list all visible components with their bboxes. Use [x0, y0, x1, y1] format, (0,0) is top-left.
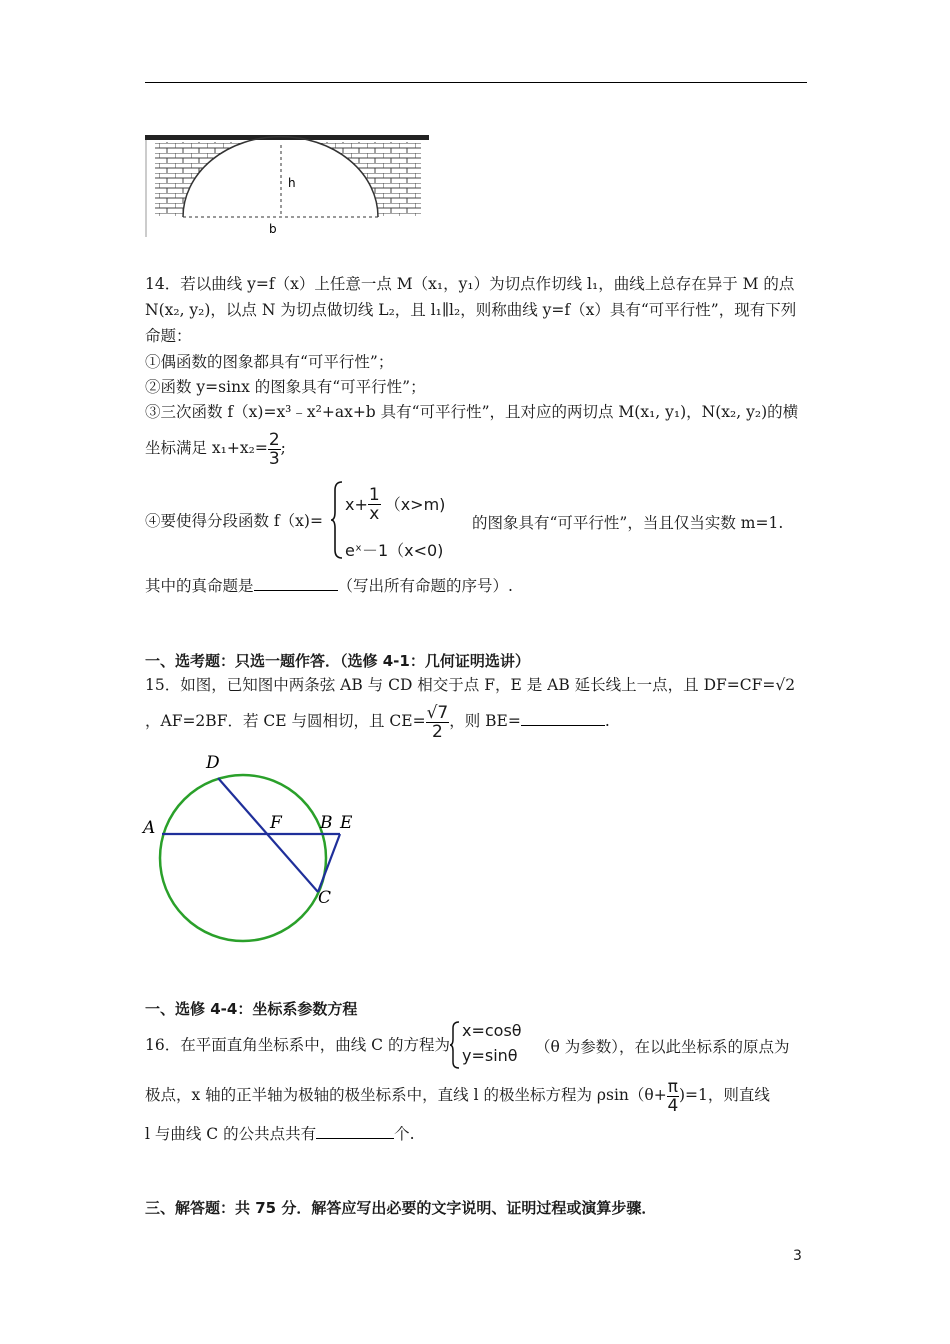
label-b: B: [320, 813, 333, 833]
q15-line-1: 15．如图，已知图中两条弦 AB 与 CD 相交于点 F，E 是 AB 延长线上一点，且 DF=CF=√2: [145, 676, 796, 694]
q14-item-3: ③三次函数 f（x)=x³﹣x²+ax+b 具有“可平行性”，且对应的两切点 M(x₁, y₁)，N(x₂, y₂)的横: [145, 403, 799, 421]
section-3-heading: 三、解答题：共 75 分．解答应写出必要的文字说明、证明过程或演算步骤．: [145, 1199, 657, 1217]
fraction-two-thirds: $\frac{2}{3}$: [268, 429, 280, 469]
section-4-4-heading: 一、选修 4-4：坐标系参数方程: [145, 1000, 358, 1018]
q14-item-3-cont-text: 坐标满足 x₁+x₂=: [145, 439, 268, 457]
q16-line-3: l 与曲线 C 的公共点共有 个.: [145, 1125, 415, 1143]
fraction-pi-over-4: $\frac{\pi}{4}$: [667, 1076, 679, 1116]
q16-line-1-post: （θ 为参数），在以此坐标系的原点为: [535, 1038, 790, 1056]
fraction-sqrt7-over-2: $\frac{√7}{2}$: [426, 702, 449, 742]
q16-line-2: 极点，x 轴的正半轴为极轴的极坐标系中，直线 l 的极坐标方程为 ρsin（θ+ $\frac{\pi}{4}$ )=1，则直线: [145, 1076, 770, 1116]
q14-item-4-pre: ④要使得分段函数 f（x)=: [145, 512, 323, 530]
circle: [160, 775, 326, 941]
q14-ask: 其中的真命题是 （写出所有命题的序号）.: [145, 577, 513, 595]
q16-line-1-pre: 16．在平面直角坐标系中，曲线 C 的方程为: [145, 1036, 450, 1054]
q14-item-2: ②函数 y=sinx 的图象具有“可平行性”；: [145, 378, 426, 396]
q16-answer-blank: [316, 1124, 394, 1139]
label-a: A: [143, 818, 156, 838]
q14-line-1: 14．若以曲线 y=f（x）上任意一点 M（x₁，y₁）为切点作切线 l₁，曲线上总存在异于 M 的点: [145, 275, 795, 293]
arch-figure: [143, 133, 433, 239]
label-f: F: [270, 813, 282, 833]
arch-label-b: b: [269, 222, 277, 236]
piece-2: eˣ－1（x<0): [345, 541, 444, 560]
header-rule: [145, 82, 807, 83]
q14-item-4-post: 的图象具有“可平行性”，当且仅当实数 m=1.: [472, 514, 784, 532]
q14-item-1: ①偶函数的图象都具有“可平行性”；: [145, 353, 394, 371]
param-brace: [449, 1020, 461, 1070]
label-d: D: [206, 753, 220, 773]
q15-answer-blank: [521, 711, 605, 726]
param-eq-x: x=cosθ: [462, 1021, 522, 1040]
arch-label-h: h: [288, 176, 296, 190]
page-number: 3: [793, 1248, 802, 1264]
piece-1: x+ $\frac{1}{x}$ （x>m): [345, 485, 446, 524]
section-4-1-heading: 一、选考题：只选一题作答．（选修 4-1：几何证明选讲）: [145, 652, 530, 670]
q14-answer-blank: [254, 576, 338, 591]
piecewise-brace: [330, 480, 344, 560]
q14-line-2: N(x₂, y₂)，以点 N 为切点做切线 L₂，且 l₁∥l₂，则称曲线 y=f（x）具有“可平行性”，现有下列: [145, 301, 797, 319]
q15-line-2: ，AF=2BF．若 CE 与圆相切，且 CE= $\frac{√7}{2}$ ，则 BE= .: [145, 702, 610, 742]
param-eq-y: y=sinθ: [462, 1046, 518, 1065]
label-c: C: [318, 888, 332, 908]
label-e: E: [340, 813, 353, 833]
fraction-one-over-x: $\frac{1}{x}$: [368, 485, 380, 524]
q14-item-3-cont: 坐标满足 x₁+x₂= $\frac{2}{3}$ ;: [145, 429, 286, 469]
tangent-ce: [318, 834, 340, 892]
circle-figure: [140, 748, 370, 944]
q14-line-3: 命题：: [145, 327, 192, 345]
